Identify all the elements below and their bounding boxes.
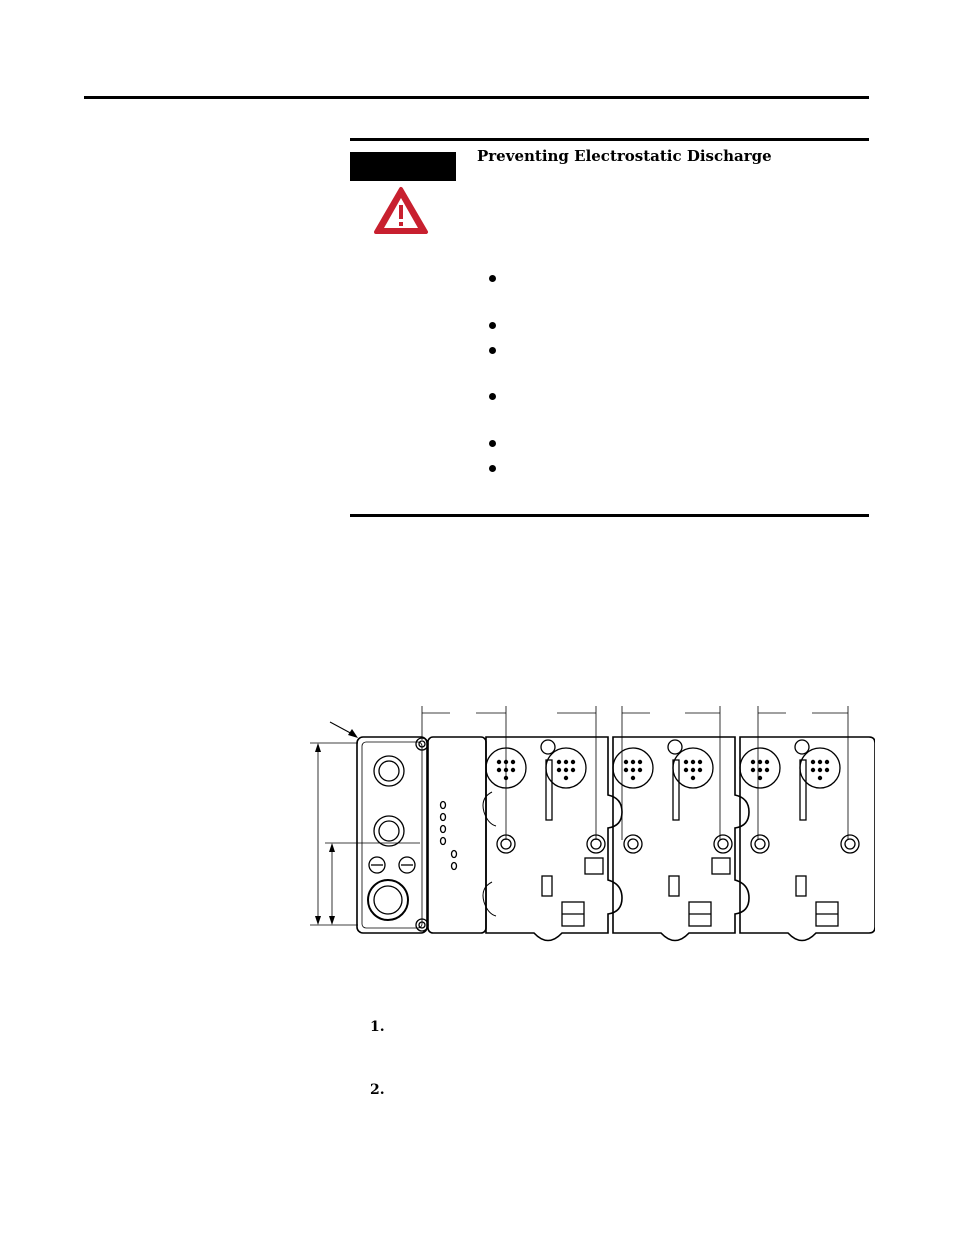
warning-bullet	[489, 393, 496, 400]
step-number: 1.	[370, 1019, 385, 1035]
page-top-rule	[84, 96, 869, 99]
warning-bullet	[489, 440, 496, 447]
warning-top-rule	[350, 138, 869, 141]
attention-badge	[350, 152, 456, 181]
step-number: 2.	[370, 1082, 385, 1098]
warning-bullet	[489, 347, 496, 354]
warning-bullet	[489, 322, 496, 329]
io-base-assembly-drawing	[300, 700, 875, 960]
warning-bullet	[489, 275, 496, 282]
warning-bullet	[489, 465, 496, 472]
warning-triangle-icon	[373, 186, 429, 236]
warning-bottom-rule	[350, 514, 869, 517]
warning-title: Preventing Electrostatic Discharge	[477, 147, 772, 165]
